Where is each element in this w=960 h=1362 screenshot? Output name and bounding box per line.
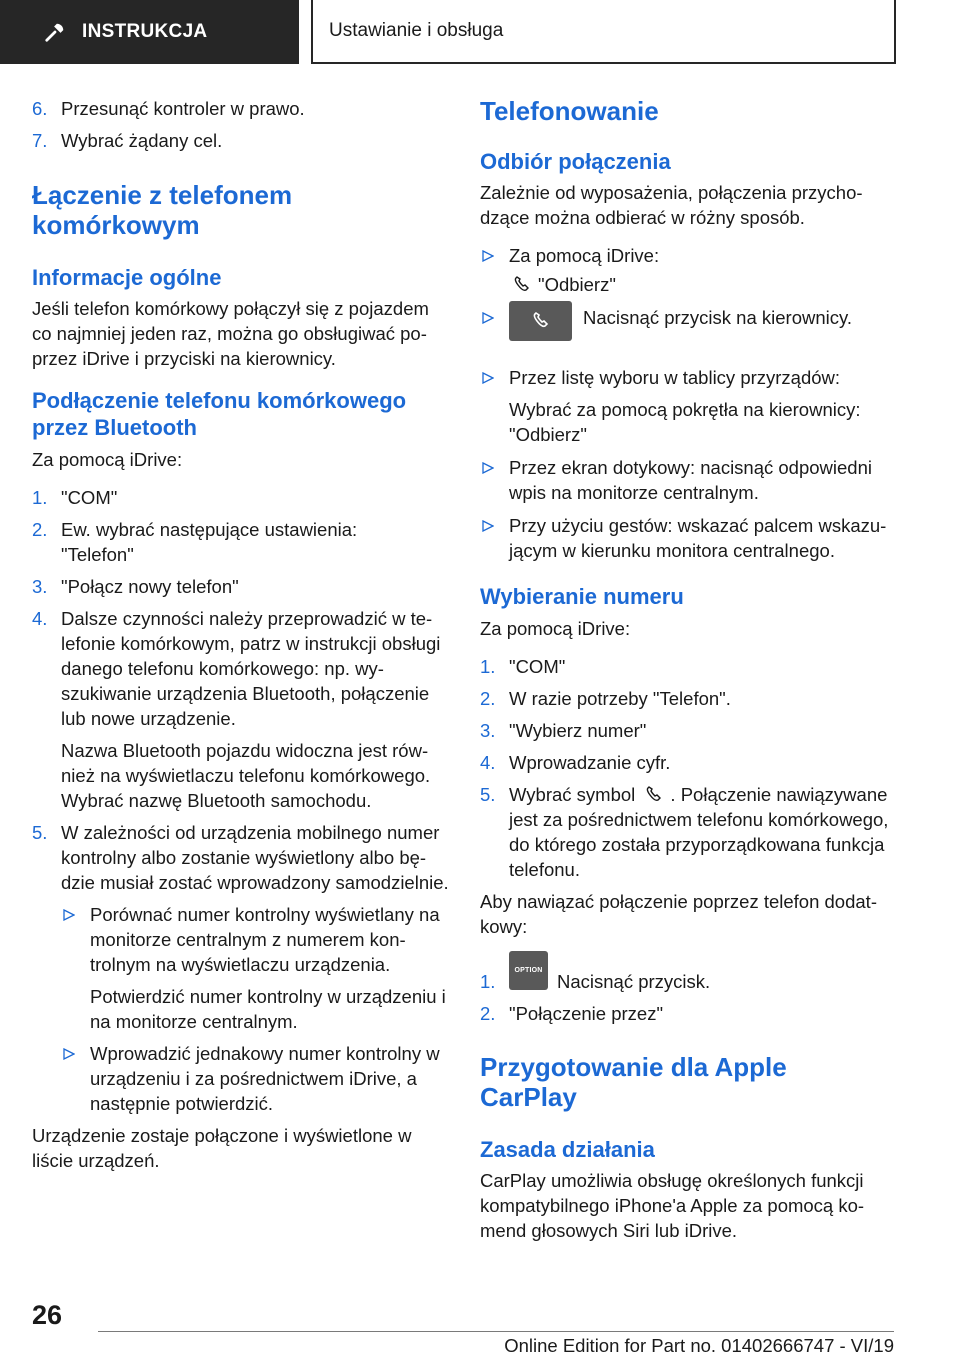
step-text: Przesunąć kontroler w prawo. [61,98,305,119]
section-title-text: Ustawianie i obsługa [329,20,504,41]
list-item [32,128,450,153]
step-text: Wybrać żądany cel. [61,130,223,151]
footer-edition: Online Edition for Part no. 01402666747 - VI/19 [504,1335,894,1356]
step-number: 3. [480,720,496,741]
bullet-item [480,455,900,505]
bullet-item [61,1041,450,1116]
step-number: 1. [480,971,496,992]
step-number: 7. [32,130,48,151]
list-item [480,718,900,743]
step-text-cont: . Połączenie nawiązywane jest za pośrednictwem telefonu komórkowego, do którego została przyporządkowana funkcja telefonu. [509,784,889,880]
dial-steps [480,654,900,882]
step-number: 2. [480,688,496,709]
paragraph-receive: Zależnie od wyposażenia, połączenia przychodzące można odbierać w różny sposób. [480,182,863,228]
right-column [480,96,900,1243]
list-item [480,951,900,994]
step-text: W razie potrzeby "Telefon". [509,688,731,709]
triangle-bullet-icon [482,462,494,474]
heading-general: Informacje ogólne [32,265,222,290]
sub-bullets [61,902,450,1116]
left-column [32,96,450,1173]
step-number: 6. [32,98,48,119]
heading-phone: Telefonowanie [480,96,659,126]
heading-receive: Odbiór połączenia [480,149,671,174]
triangle-bullet-icon [63,909,75,921]
step-text: Wprowadzanie cyfr. [509,752,671,773]
list-item [32,574,450,599]
list-item [32,606,450,813]
bullet-text: Porównać numer kontrolny wyświetlany na monitorze centralnym z numerem kontrolnym na wyświetlaczu urządzenia. [90,904,440,975]
step-text: Ew. wybrać następujące ustawienia: "Telefon" [61,519,358,565]
bullet-item [61,902,450,1034]
paragraph-idrive: Za pomocą iDrive: [32,449,183,470]
step-text: "Połącz nowy telefon" [61,576,239,597]
bullet-item [480,365,900,447]
wrench-icon [44,21,66,43]
heading-bluetooth: Podłączenie telefonu komórkowego przez Bluetooth [32,388,407,440]
step-text: Dalsze czynności należy przeprowadzić w telefonie komórkowym, patrz w instrukcji obsługi danego telefonu komórkowego: np. wyszukiwanie urządzenia Bluetooth, połączenie lub nowe urządzenie. [61,608,441,729]
page-header [0,0,960,66]
list-item [32,517,377,567]
answer-label: "Odbierz" [538,274,616,295]
triangle-bullet-icon [482,372,494,384]
heading-connect: Łączenie z telefonem komórkowym [32,180,293,240]
list-item [480,1001,900,1026]
step-number: 4. [480,752,496,773]
bullet-text: Nacisnąć przycisk na kierownicy. [583,307,853,328]
list-item [32,96,450,121]
bullet-item [480,243,900,297]
option-steps [480,951,900,1026]
steps-bluetooth [32,485,450,1173]
receive-bullets [480,243,900,563]
paragraph-end: Urządzenie zostaje połączone i wyświetlone w liście urządzeń. [32,1125,412,1171]
step-text: Nacisnąć przycisk. [557,971,711,992]
step-number: 2. [32,519,48,540]
footer-divider [98,1331,894,1332]
step-number: 3. [32,576,48,597]
step-number: 4. [32,608,48,629]
list-item [480,750,900,775]
list-item [480,782,900,882]
triangle-bullet-icon [482,312,494,324]
bullet-note: Wybrać za pomocą pokrętła na kierownicy: "Odbierz" [509,399,861,445]
manual-tab-label: INSTRUKCJA [82,21,208,42]
steering-phone-button-icon [509,301,572,341]
list-item [32,820,450,1173]
bullet-text: Wprowadzić jednakowy numer kontrolny w urządzeniu i za pośrednictwem iDrive, a następnie potwierdzić. [90,1043,440,1114]
phone-icon [512,275,534,293]
paragraph-general: Jeśli telefon komórkowy połączył się z pojazdem co najmniej jeden raz, można go obsługiwać poprzez iDrive i przyciski na kierownicy. [32,298,429,369]
page-number: 26 [32,1300,63,1330]
step-number: 5. [32,822,48,843]
steps-top [32,96,450,153]
step-number: 2. [480,1003,496,1024]
step-text: Wybrać symbol [509,784,636,805]
heading-carplay: Przygotowanie dla Apple CarPlay [480,1052,787,1112]
step-number: 1. [480,656,496,677]
bullet-item [480,513,900,563]
step-number: 1. [32,487,48,508]
section-title [311,0,896,64]
paragraph-carplay: CarPlay umożliwia obsługę określonych funkcji kompatybilnego iPhone'a Apple za pomocą komend głosowych Siri lub iDrive. [480,1170,865,1241]
bullet-note: Potwierdzić numer kontrolny w urządzeniu i na monitorze centralnym. [90,986,446,1032]
option-button-icon [509,951,548,990]
step-text: "Połączenie przez" [509,1003,664,1024]
option-button-label: OPTION [514,967,543,974]
heading-dial: Wybieranie numeru [480,584,684,609]
triangle-bullet-icon [63,1048,75,1060]
step-text: "COM" [509,656,566,677]
bullet-text: Przy użyciu gestów: wskazać palcem wskazującym w kierunku monitora centralnego. [509,515,887,561]
bullet-text: Przez ekran dotykowy: nacisnąć odpowiedni wpis na monitorze centralnym. [509,457,872,503]
paragraph-idrive-dial: Za pomocą iDrive: [480,618,631,639]
phone-icon [640,785,670,803]
list-item [32,485,450,510]
bullet-text: Za pomocą iDrive: [509,245,660,266]
step-note: Nazwa Bluetooth pojazdu widoczna jest również na wyświetlaczu telefonu komórkowego. Wybrać nazwę Bluetooth samochodu. [61,740,431,811]
answer-line [509,272,900,297]
step-text: "Wybierz numer" [509,720,647,741]
list-item [480,654,900,679]
triangle-bullet-icon [482,520,494,532]
triangle-bullet-icon [482,250,494,262]
manual-tab[interactable] [0,0,299,64]
bullet-text: Przez listę wyboru w tablicy przyrządów: [509,367,841,388]
paragraph-additional: Aby nawiązać połączenie poprzez telefon dodatkowy: [480,891,877,937]
step-text: "COM" [61,487,118,508]
list-item [480,686,900,711]
step-text: W zależności od urządzenia mobilnego numer kontrolny albo zostanie wyświetlony albo będzie musiał zostać wprowadzony samodzielnie. [61,822,449,893]
bullet-item [480,305,900,345]
step-number: 5. [480,784,496,805]
heading-principle: Zasada działania [480,1137,655,1162]
